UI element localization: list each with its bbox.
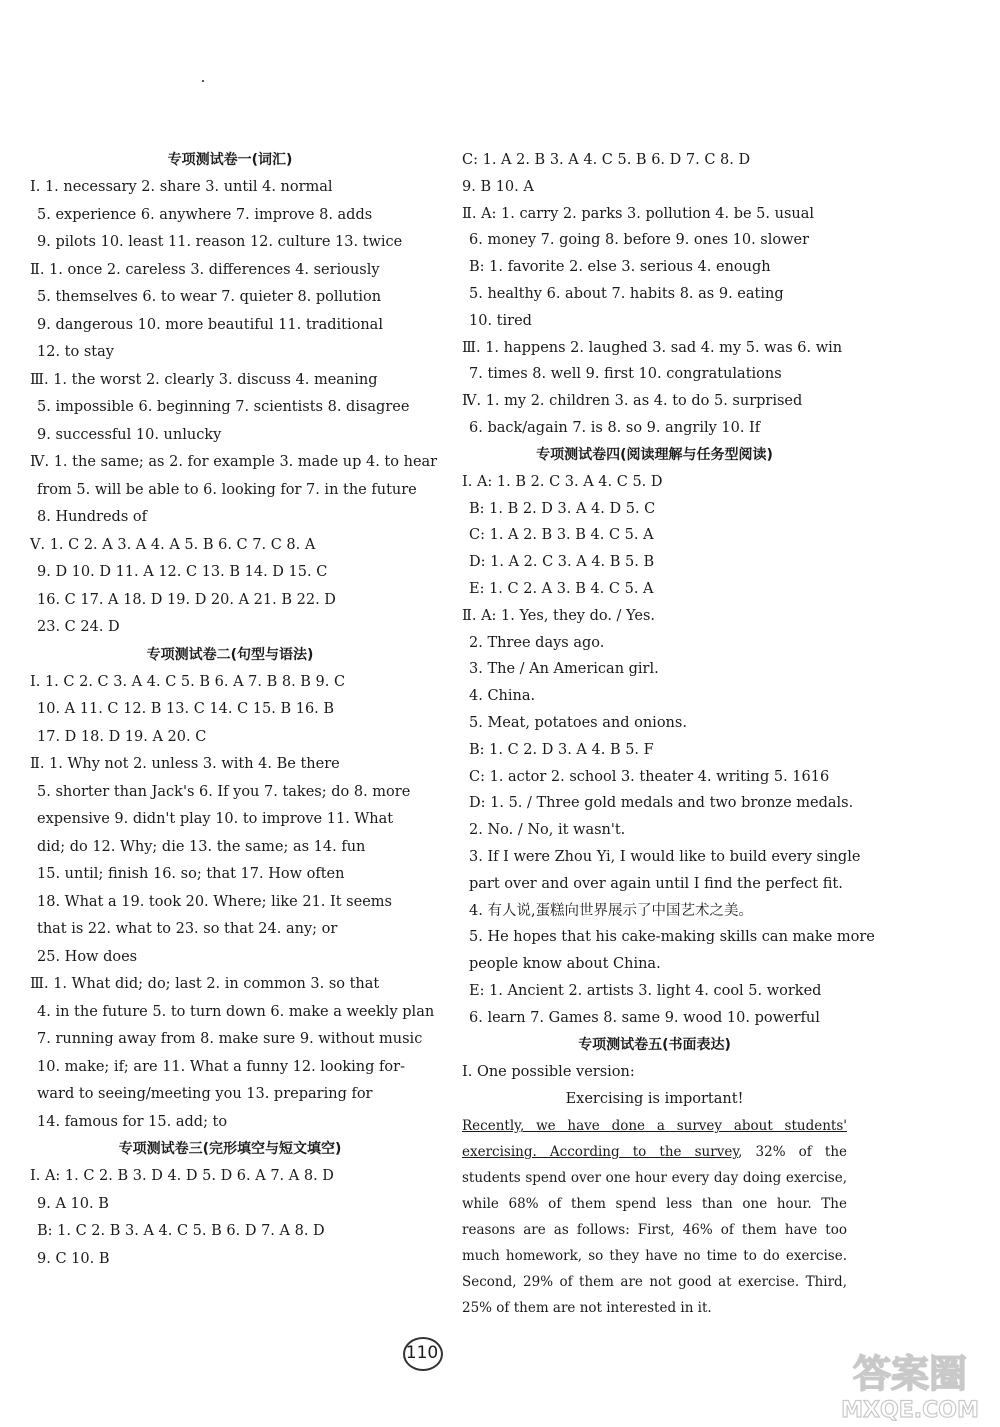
left-column: [30, 147, 438, 1273]
essay-title: Exercising is important!: [565, 1091, 744, 1108]
answer-line: 25. How does: [37, 948, 138, 965]
answer-line: 5. He hopes that his cake-making skills can make more: [469, 929, 875, 946]
answer-line: ward to seeing/meeting you 13. preparing for: [37, 1086, 373, 1102]
watermark-logo: [828, 1345, 993, 1423]
answer-line: 5. shorter than Jack's 6. If you 7. takes; do 8. more: [37, 783, 411, 800]
answer-line: 5. healthy 6. about 7. habits 8. as 9. eating: [469, 285, 784, 302]
answer-line: did; do 12. Why; die 13. the same; as 14. fun: [37, 838, 366, 855]
answer-line: part over and over again until I find the perfect fit.: [469, 875, 843, 892]
page-number-text: 110: [405, 1343, 439, 1363]
section-heading: 专项测试卷一(词汇): [167, 152, 293, 168]
answer-line: 5. experience 6. anywhere 7. improve 8. adds: [37, 206, 373, 223]
answer-line: 5. impossible 6. beginning 7. scientists 8. disagree: [37, 399, 410, 415]
answer-line: Ⅳ. 1. my 2. children 3. as 4. to do 5. surprised: [462, 393, 803, 410]
answer-line: 17. D 18. D 19. A 20. C: [37, 728, 207, 745]
section-heading: 专项测试卷四(阅读理解与任务型阅读): [536, 446, 773, 463]
answer-line: C: 1. A 2. B 3. A 4. C 5. B 6. D 7. C 8. D: [462, 152, 751, 168]
watermark-bottom-text: MXQE.COM: [841, 1398, 979, 1423]
answer-line: 12. to stay: [37, 344, 114, 360]
answer-line: Ⅰ. One possible version:: [462, 1063, 635, 1080]
answer-line: Ⅱ. 1. Why not 2. unless 3. with 4. Be there: [30, 756, 340, 772]
answer-line: E: 1. C 2. A 3. B 4. C 5. A: [469, 580, 654, 597]
answer-line: 3. If I were Zhou Yi, I would like to build every single: [469, 848, 861, 865]
answer-line: Ⅲ. 1. the worst 2. clearly 3. discuss 4. meaning: [30, 371, 378, 388]
answer-line: 9. dangerous 10. more beautiful 11. traditional: [37, 316, 383, 333]
answer-line: C: 1. A 2. B 3. B 4. C 5. A: [469, 527, 654, 544]
answer-line: B: 1. B 2. D 3. A 4. D 5. C: [469, 500, 656, 517]
answer-line: 10. A 11. C 12. B 13. C 14. C 15. B 16. B: [37, 701, 335, 717]
answer-line: 9. C 10. B: [37, 1250, 110, 1267]
answer-line: B: 1. C 2. D 3. A 4. B 5. F: [469, 741, 654, 758]
answer-line: Ⅳ. 1. the same; as 2. for example 3. made up 4. to hear: [30, 454, 438, 470]
section-heading: 专项测试卷二(句型与语法): [146, 646, 314, 663]
answer-line: 15. until; finish 16. so; that 17. How often: [37, 866, 345, 882]
answer-line: Ⅲ. 1. What did; do; last 2. in common 3. so that: [30, 976, 380, 992]
answer-line: 8. Hundreds of: [37, 509, 147, 525]
answer-line: B: 1. favorite 2. else 3. serious 4. enough: [469, 259, 771, 276]
answer-line: 9. successful 10. unlucky: [37, 426, 222, 443]
answer-line: B: 1. C 2. B 3. A 4. C 5. B 6. D 7. A 8. D: [37, 1223, 325, 1239]
essay-underlined-text: Recently, we have done a survey about students' exercising. According to the survey: [462, 1118, 847, 1161]
scan-speck: [202, 80, 204, 82]
watermark: [828, 1345, 993, 1423]
answer-line: from 5. will be able to 6. looking for 7. in the future: [37, 481, 417, 498]
answer-line: Ⅲ. 1. happens 2. laughed 3. sad 4. my 5. was 6. win: [462, 339, 843, 356]
answer-line: 3. The / An American girl.: [469, 661, 659, 678]
answer-line: 4. in the future 5. to turn down 6. make a weekly plan: [37, 1003, 435, 1020]
right-column: [462, 147, 875, 1321]
section-heading: 专项测试卷五(书面表达): [578, 1036, 731, 1053]
answer-line: C: 1. actor 2. school 3. theater 4. writing 5. 1616: [469, 768, 830, 785]
answer-line: 23. C 24. D: [37, 619, 120, 635]
answer-line: Ⅱ. A: 1. carry 2. parks 3. pollution 4. be 5. usual: [462, 205, 815, 222]
answer-line: 6. learn 7. Games 8. same 9. wood 10. powerful: [469, 1009, 820, 1026]
answer-line: 2. No. / No, it wasn't.: [469, 822, 626, 839]
watermark-top-text: 答案圈: [852, 1352, 968, 1396]
answer-line: Ⅰ. A: 1. B 2. C 3. A 4. C 5. D: [462, 473, 663, 490]
answer-line: 9. D 10. D 11. A 12. C 13. B 14. D 15. C: [37, 564, 328, 580]
answer-line: 7. times 8. well 9. first 10. congratulations: [469, 366, 782, 383]
answer-line: that is 22. what to 23. so that 24. any; or: [37, 921, 338, 937]
answer-line: 6. back/again 7. is 8. so 9. angrily 10. If: [469, 419, 761, 436]
answer-line: 18. What a 19. took 20. Where; like 21. It seems: [37, 893, 392, 910]
answer-line: 5. themselves 6. to wear 7. quieter 8. pollution: [37, 289, 382, 305]
answer-line: 10. tired: [469, 312, 532, 329]
right-answer-lines: [462, 147, 875, 1085]
answer-line: 7. running away from 8. make sure 9. without music: [37, 1031, 423, 1047]
answer-line: Ⅴ. 1. C 2. A 3. A 4. A 5. B 6. C 7. C 8. A: [30, 536, 316, 553]
answer-line: Ⅱ. 1. once 2. careless 3. differences 4. seriously: [30, 261, 380, 278]
answer-line: 9. pilots 10. least 11. reason 12. culture 13. twice: [37, 234, 403, 250]
answer-line: Ⅰ. 1. C 2. C 3. A 4. C 5. B 6. A 7. B 8. B 9. C: [30, 673, 346, 690]
answer-line: 16. C 17. A 18. D 19. D 20. A 21. B 22. D: [37, 591, 336, 608]
answer-line: E: 1. Ancient 2. artists 3. light 4. cool 5. worked: [469, 982, 822, 999]
answer-line: Ⅱ. A: 1. Yes, they do. / Yes.: [462, 607, 655, 624]
answer-line: D: 1. A 2. C 3. A 4. B 5. B: [469, 554, 655, 571]
answer-line: 9. A 10. B: [37, 1195, 109, 1212]
answer-line: 14. famous for 15. add; to: [37, 1113, 228, 1130]
answer-line: 4. China.: [469, 688, 536, 705]
answer-line: 5. Meat, potatoes and onions.: [469, 714, 687, 731]
essay-body: [462, 1113, 847, 1321]
answer-line: Ⅰ. 1. necessary 2. share 3. until 4. normal: [30, 179, 333, 195]
answer-line: people know about China.: [469, 956, 661, 973]
answer-line: D: 1. 5. / Three gold medals and two bronze medals.: [469, 795, 854, 812]
answer-line: 6. money 7. going 8. before 9. ones 10. slower: [469, 232, 810, 249]
answer-line: 9. B 10. A: [462, 178, 534, 195]
section-heading: 专项测试卷三(完形填空与短文填空): [118, 1141, 342, 1157]
answer-line: 4. 有人说,蛋糕向世界展示了中国艺术之美。: [469, 902, 754, 919]
answer-line: expensive 9. didn't play 10. to improve 11. What: [37, 811, 394, 827]
answer-line: 10. make; if; are 11. What a funny 12. looking for-: [37, 1058, 405, 1075]
essay-text: , 32% of the students spend over one hour every day doing exercise, while 68% of them spend less than one hour. The reasons are as follows: First, 46% of them have too much homework, so they have no time to do exercise. Second, 29% of them are not good at exercise. Third, 25% of them are not interested in it.: [462, 1144, 847, 1317]
answer-line: 2. Three days ago.: [469, 634, 605, 651]
page-number: [397, 1335, 447, 1371]
answer-line: Ⅰ. A: 1. C 2. B 3. D 4. D 5. D 6. A 7. A 8. D: [30, 1168, 334, 1184]
